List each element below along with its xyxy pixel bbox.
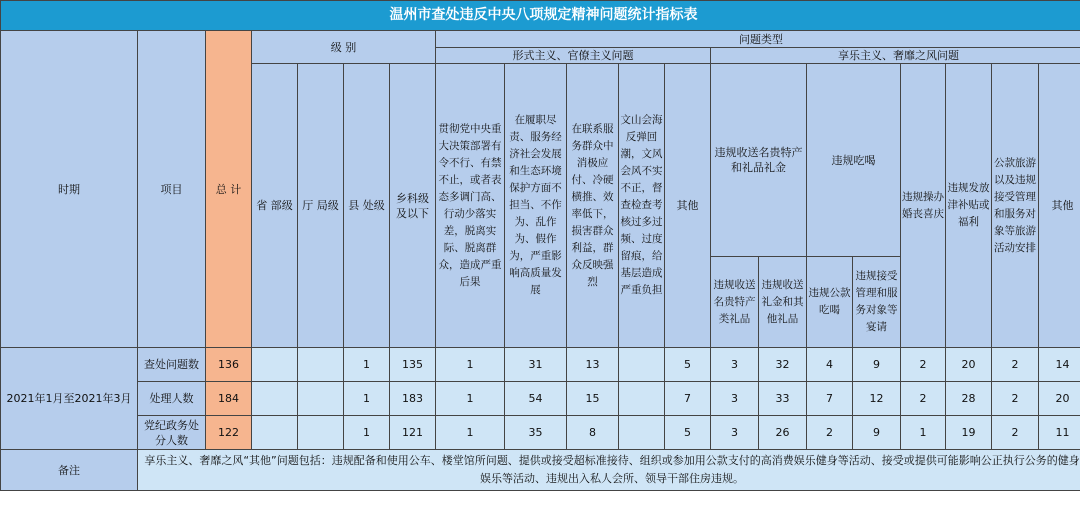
cell-formalism-other: 5 xyxy=(665,416,711,450)
header-item: 项目 xyxy=(138,31,206,348)
cell-gift-specialty: 3 xyxy=(711,348,759,382)
cell-allowance: 19 xyxy=(946,416,992,450)
cell-formalism-1: 1 xyxy=(436,348,505,382)
row-total: 184 xyxy=(206,382,252,416)
cell-level-provincial xyxy=(252,416,298,450)
row-total: 122 xyxy=(206,416,252,450)
cell-formalism-3: 15 xyxy=(567,382,619,416)
cell-wedding-funeral: 2 xyxy=(901,348,946,382)
cell-eat-banquet: 12 xyxy=(853,382,901,416)
cell-travel: 2 xyxy=(992,348,1039,382)
header-formalism-1: 贯彻党中央重大决策部署有令不行、有禁不止，或者表态多调门高、行动少落实差，脱离实际、脱离群众，造成严重后果 xyxy=(436,64,505,348)
header-period: 时期 xyxy=(1,31,138,348)
header-level: 级 别 xyxy=(252,31,436,64)
cell-formalism-2: 54 xyxy=(505,382,567,416)
period-value: 2021年1月至2021年3月 xyxy=(1,348,138,450)
cell-level-department xyxy=(298,348,344,382)
header-hedonism-other: 其他 xyxy=(1039,64,1080,348)
header-level-provincial: 省 部级 xyxy=(252,64,298,348)
row-label: 党纪政务处分人数 xyxy=(138,416,206,450)
cell-travel: 2 xyxy=(992,416,1039,450)
cell-level-department xyxy=(298,382,344,416)
header-gift-money: 违规收送礼金和其他礼品 xyxy=(759,257,807,348)
cell-level-provincial xyxy=(252,348,298,382)
cell-allowance: 28 xyxy=(946,382,992,416)
header-travel: 公款旅游以及违规接受管理和服务对象等旅游活动安排 xyxy=(992,64,1039,348)
header-formalism-4: 文山会海反弹回潮，文风会风不实不正，督查检查考核过多过频、过度留痕，给基层造成严重负担 xyxy=(619,64,665,348)
cell-hedonism-other: 14 xyxy=(1039,348,1080,382)
table-row xyxy=(1,382,1080,416)
cell-gift-money: 32 xyxy=(759,348,807,382)
cell-formalism-4 xyxy=(619,416,665,450)
header-eat-banquet: 违规接受管理和服务对象等宴请 xyxy=(853,257,901,348)
cell-gift-money: 26 xyxy=(759,416,807,450)
header-level-county: 县 处级 xyxy=(344,64,390,348)
cell-formalism-other: 7 xyxy=(665,382,711,416)
table-title: 温州市查处违反中央八项规定精神问题统计指标表 xyxy=(1,1,1080,31)
cell-level-department xyxy=(298,416,344,450)
header-problem-type: 问题类型 xyxy=(436,31,1080,48)
cell-hedonism-other: 11 xyxy=(1039,416,1080,450)
table-row xyxy=(1,416,1080,450)
cell-level-provincial xyxy=(252,382,298,416)
header-eat-group: 违规吃喝 xyxy=(807,64,901,257)
cell-level-township: 135 xyxy=(390,348,436,382)
cell-level-county: 1 xyxy=(344,382,390,416)
cell-level-county: 1 xyxy=(344,348,390,382)
table-row xyxy=(1,348,1080,382)
cell-formalism-2: 35 xyxy=(505,416,567,450)
header-allowance: 违规发放津补贴或福利 xyxy=(946,64,992,348)
header-total: 总 计 xyxy=(206,31,252,348)
cell-gift-specialty: 3 xyxy=(711,382,759,416)
cell-hedonism-other: 20 xyxy=(1039,382,1080,416)
header-formalism-3: 在联系服务群众中消极应付、冷硬横推、效率低下，损害群众利益，群众反映强烈 xyxy=(567,64,619,348)
cell-wedding-funeral: 1 xyxy=(901,416,946,450)
header-hedonism-group: 享乐主义、奢靡之风问题 xyxy=(711,48,1080,64)
header-formalism-group: 形式主义、官僚主义问题 xyxy=(436,48,711,64)
cell-formalism-1: 1 xyxy=(436,416,505,450)
cell-formalism-1: 1 xyxy=(436,382,505,416)
row-label: 处理人数 xyxy=(138,382,206,416)
header-gift-group: 违规收送名贵特产和礼品礼金 xyxy=(711,64,807,257)
header-level-department: 厅 局级 xyxy=(298,64,344,348)
cell-eat-banquet: 9 xyxy=(853,348,901,382)
cell-formalism-3: 8 xyxy=(567,416,619,450)
row-label: 查处问题数 xyxy=(138,348,206,382)
header-eat-public: 违规公款吃喝 xyxy=(807,257,853,348)
header-gift-specialty: 违规收送名贵特产类礼品 xyxy=(711,257,759,348)
cell-eat-banquet: 9 xyxy=(853,416,901,450)
cell-travel: 2 xyxy=(992,382,1039,416)
header-formalism-2: 在履职尽责、服务经济社会发展和生态环境保护方面不担当、不作为、乱作为、假作为，严重影响高质量发展 xyxy=(505,64,567,348)
cell-formalism-3: 13 xyxy=(567,348,619,382)
header-wedding-funeral: 违规操办婚丧喜庆 xyxy=(901,64,946,348)
cell-wedding-funeral: 2 xyxy=(901,382,946,416)
row-total: 136 xyxy=(206,348,252,382)
cell-eat-public: 7 xyxy=(807,382,853,416)
cell-eat-public: 2 xyxy=(807,416,853,450)
cell-formalism-4 xyxy=(619,348,665,382)
cell-allowance: 20 xyxy=(946,348,992,382)
cell-gift-specialty: 3 xyxy=(711,416,759,450)
cell-eat-public: 4 xyxy=(807,348,853,382)
cell-level-township: 183 xyxy=(390,382,436,416)
cell-formalism-other: 5 xyxy=(665,348,711,382)
cell-level-township: 121 xyxy=(390,416,436,450)
cell-gift-money: 33 xyxy=(759,382,807,416)
note-text: 享乐主义、奢靡之风“其他”问题包括：违规配备和使用公车、楼堂馆所问题、提供或接受超标准接待、组织或参加用公款支付的高消费娱乐健身等活动、接受或提供可能影响公正执行公务的健身娱乐等活动、违规出入私人会所、领导干部住房违规。 xyxy=(138,450,1080,491)
header-level-township: 乡科级及以下 xyxy=(390,64,436,348)
note-label: 备注 xyxy=(1,450,138,491)
cell-formalism-2: 31 xyxy=(505,348,567,382)
header-formalism-other: 其他 xyxy=(665,64,711,348)
cell-level-county: 1 xyxy=(344,416,390,450)
cell-formalism-4 xyxy=(619,382,665,416)
